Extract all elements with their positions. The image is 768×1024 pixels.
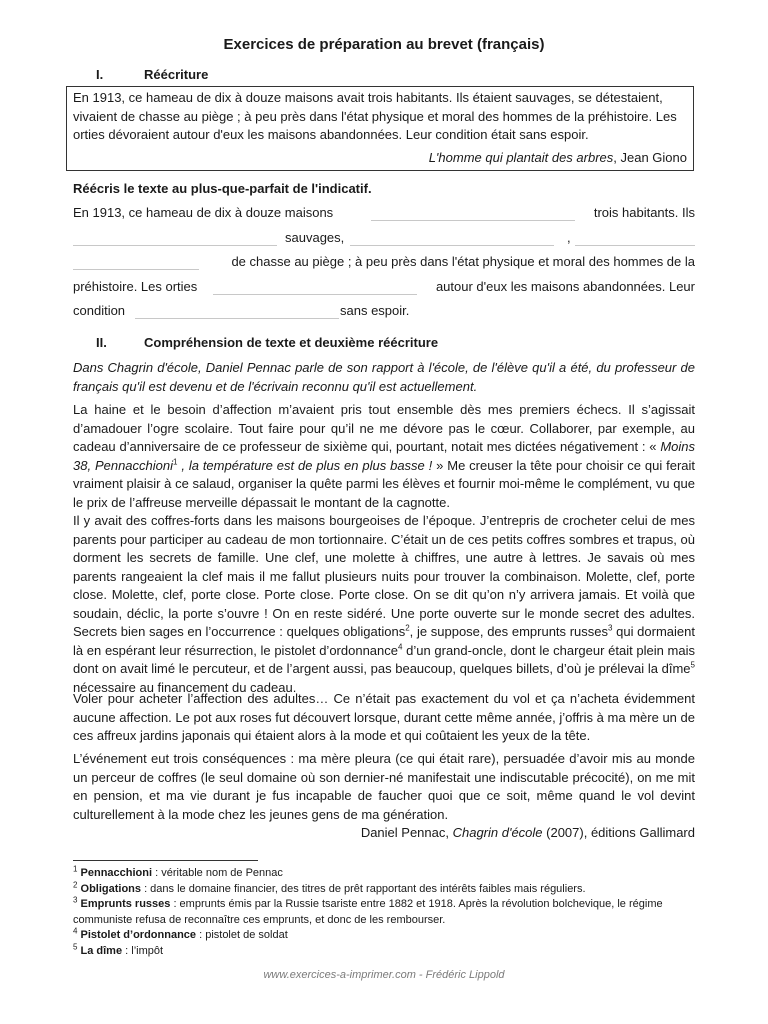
- answer-blank[interactable]: [135, 302, 339, 319]
- footnote: $^2$ Obligations : dans le domaine financier, des titres de prêt rapportant des intérêts faibles mais réguliers.: [73, 879, 586, 895]
- text-run: » Me creuser la tête pour choisir ce qui ferait vraiment plaisir à ce salaud, organiser la quête parmi les élèves et fournir moi-même le complément, vu que le prix de l’affreuse merveille dépassait le montant de la cagnotte.: [73, 457, 696, 510]
- footnote-ref: 5: [690, 660, 695, 670]
- text-segment: de chasse au piège ; à peu près dans l'état physique et moral des hommes de la: [231, 254, 695, 269]
- text-run: nécessaire au financement du cadeau.: [73, 679, 297, 695]
- answer-blank[interactable]: [73, 229, 277, 246]
- text-segment: sauvages,: [285, 230, 345, 245]
- section-number: I.: [96, 67, 104, 82]
- paragraph-3: Voler pour acheter l’affection des adultes… Ce n’était pas exactement du vol et ça n’acheta évidemment aucune affection. Le pot aux roses fut découvert lorsque, durant cette même année, j’offris à ma mère un de ces affreux jardins japonais qui étaient alors à la mode et qui coûtaient les yeux de la tête.: [73, 691, 695, 743]
- footnote: $^4$ Pistolet d’ordonnance : pistolet de soldat: [73, 926, 288, 941]
- text-run: La haine et le besoin d’affection m’avaient pris tout ensemble dès mes premiers échecs. Il s’agissait d’amadouer l’ogre scolaire. Tout faire pour qu’il ne me dévore pas le cœur. Collaborer, par exemple, au cadeau d’anniversaire de ce professeur de sixième qui, pourtant, notait mes dictées négativement : «: [73, 402, 695, 454]
- exercise-instruction: Réécris le texte au plus-que-parfait de l'indicatif.: [73, 181, 372, 196]
- citation-rest: (2007), éditions Gallimard: [542, 825, 695, 840]
- page-title: Exercices de préparation au brevet (français): [223, 36, 545, 53]
- exercise-line-1: [73, 204, 695, 224]
- text-segment: En 1913, ce hameau de dix à douze maisons: [73, 205, 334, 220]
- text-segment: trois habitants. Ils: [593, 205, 695, 220]
- section-heading-2: [96, 334, 438, 353]
- exercise-line-5: [73, 302, 695, 322]
- section-title: Compréhension de texte et deuxième réécriture: [144, 335, 439, 350]
- exercise-line-3: [73, 253, 695, 273]
- text-segment: sans espoir.: [340, 303, 410, 318]
- text-run: qui dormaient là en espérant leur résurrection, le pistolet d’ordonnance: [73, 624, 695, 658]
- answer-blank[interactable]: [73, 253, 199, 270]
- quote-run: Moins 38, Pennacchioni: [73, 439, 695, 473]
- footnote: $^1$ Pennacchioni : véritable nom de Pennac: [73, 864, 283, 879]
- citation-author: Daniel Pennac,: [360, 825, 453, 840]
- source-title: L'homme qui plantait des arbres: [428, 149, 614, 165]
- citation: [361, 824, 695, 843]
- answer-blank[interactable]: [575, 229, 695, 246]
- extract-box: [66, 86, 694, 171]
- text-run: , je suppose, des emprunts russes: [409, 624, 609, 639]
- answer-blank[interactable]: [213, 278, 417, 295]
- exercise-line-2: [73, 229, 695, 249]
- text-segment: autour d'eux les maisons abandonnées. Leur: [435, 279, 695, 294]
- footnote: $^5$ La dîme : l’impôt: [73, 941, 164, 957]
- source-author: , Jean Giono: [613, 149, 687, 165]
- footnotes: [73, 866, 695, 959]
- footnote-ref: 3: [608, 623, 613, 633]
- paragraph-1: [73, 401, 695, 512]
- footnote: $^3$ Emprunts russes : emprunts émis par la Russie tsariste entre 1882 et 1918. Après la révolution bolchevique, le régime communiste refusa de reconnaître ces emprunts, et donc de les rembourser.: [73, 895, 663, 926]
- answer-blank[interactable]: [371, 204, 575, 221]
- text-segment: ,: [567, 230, 571, 245]
- quote-run: , la température est de plus en plus basse !: [177, 457, 433, 473]
- answer-blank[interactable]: [350, 229, 554, 246]
- citation-book: Chagrin d'école: [452, 825, 543, 840]
- text-segment: condition: [73, 303, 126, 318]
- section-number: II.: [96, 335, 107, 350]
- text-segment: préhistoire. Les orties: [73, 279, 198, 294]
- text-run: d’un grand-oncle, dont le chargeur était plein mais dont on avait limé le percuteur, et de l’argent aussi, pas beaucoup, quelques billets, d’où je prélevai la dîme: [73, 642, 695, 676]
- exercise-line-4: [73, 278, 695, 298]
- section-title: Réécriture: [144, 67, 209, 82]
- intro-paragraph: Dans Chagrin d'école, Daniel Pennac parle de son rapport à l'école, de l'élève qu'il a été, du professeur de français qu'il est devenu et de l'écrivain reconnu qu'il est actuellement.: [73, 360, 695, 394]
- extract-source: [73, 149, 687, 168]
- footnote-ref: 2: [405, 623, 410, 633]
- page-footer: www.exercices-a-imprimer.com - Frédéric Lippold: [263, 969, 505, 981]
- text-run: Il y avait des coffres-forts dans les maisons bourgeoises de l’époque. J’entrepris de crocheter celui de mes parents pour participer au cadeau de mon tortionnaire. C’était un de ces petits coffres sombres et trapus, où dorment les secrets de famille. Une clef, une molette à chiffres, une autre à lettres. Je savais où mes parents rangeaient la clef mais il me fallut plusieurs nuits pour trouver la combinaison. Molette, clef, porte close. Molette, clef, porte close. Porte close. Porte close. On se dit qu’on n’y arrivera jamais. Et voilà que soudain, déclic, la porte s’ouvre ! On en reste sidéré. Une porte ouverte sur le monde secret des adultes. Secrets bien sages en l’occurrence : quelques obligations: [73, 513, 695, 639]
- paragraph-4: L’événement eut trois conséquences : ma mère pleura (ce qui était rare), persuadée d’avoir mis au monde un perceur de coffres (le seul domaine où son dernier-né manifestait une indiscutable précocité), on me mit en pension, et ma vie durant je fus incapable de faucher quoi que ce soit, même quand le vol devint culturellement à la mode chez les jeunes gens de ma génération.: [73, 751, 695, 822]
- extract-text: En 1913, ce hameau de dix à douze maisons avait trois habitants. Ils étaient sauvages, se détestaient, vivaient de chasse au piège ; à peu près dans l'état physique et moral des hommes de la préhistoire. Les orties dévoraient autour d'eux les maisons abandonnées. Leur condition était sans espoir.: [73, 90, 677, 142]
- paragraph-2: [73, 512, 695, 697]
- section-heading-1: [96, 66, 208, 85]
- footnote-separator: [73, 860, 258, 861]
- footnote-ref: 4: [397, 642, 403, 652]
- footnote-ref: 1: [173, 457, 178, 467]
